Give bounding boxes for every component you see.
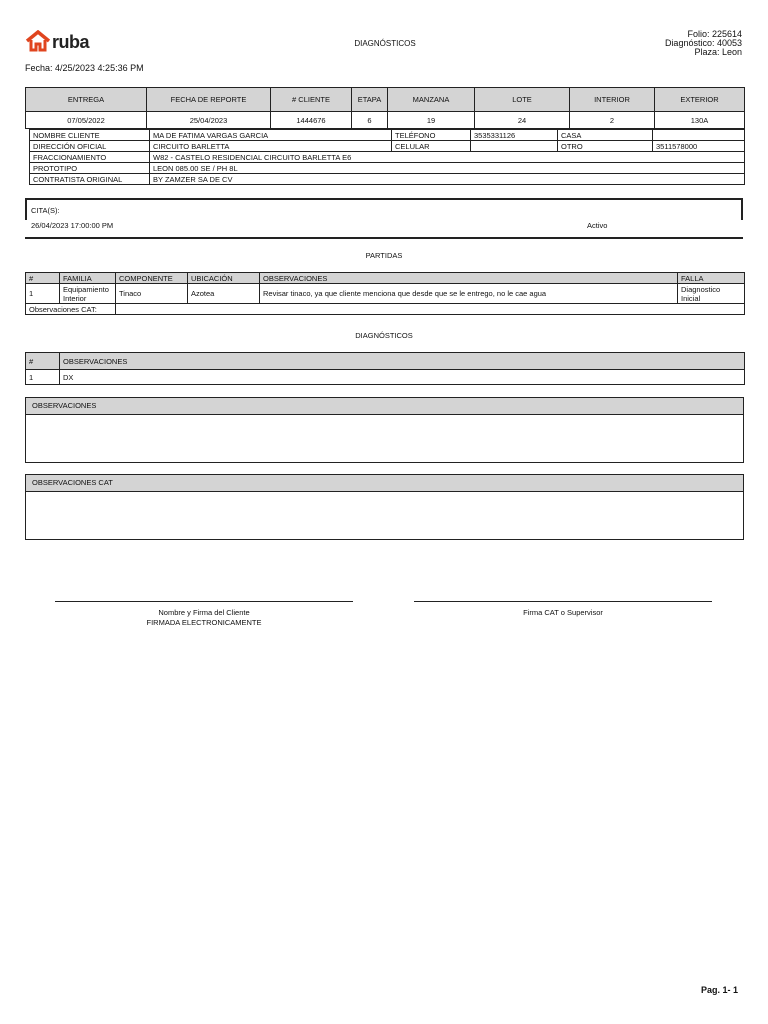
header-fecha-reporte: FECHA DE REPORTE — [147, 88, 271, 112]
client-info-table — [29, 129, 745, 185]
value-cliente: 1444676 — [271, 112, 352, 129]
header-manzana: MANZANA — [388, 88, 475, 112]
client-signature-label: Nombre y Firma del Cliente — [158, 608, 250, 617]
brand-name: ruba — [52, 32, 90, 52]
partidas-row-observaciones: Revisar tinaco, ya que cliente menciona que desde que se le entrego, no le cae agua — [260, 284, 678, 304]
value-telefono: 3535331126 — [471, 130, 558, 141]
client-signature-subtitle: FIRMADA ELECTRONICAMENTE — [146, 618, 262, 627]
partidas-obs-cat-label: Observaciones CAT: — [26, 304, 116, 315]
partidas-header-observaciones: OBSERVACIONES — [260, 273, 678, 284]
diagnosticos-row-num: 1 — [26, 370, 60, 385]
partidas-row-falla: Diagnostico Inicial — [678, 284, 745, 304]
label-direccion: DIRECCIÓN OFICIAL — [30, 141, 150, 152]
label-telefono: TELÉFONO — [392, 130, 471, 141]
ruba-logo — [25, 30, 105, 54]
value-casa — [653, 130, 745, 141]
partidas-header-ubicacion: UBICACIÓN — [188, 273, 260, 284]
observaciones-box — [25, 397, 744, 463]
cita-label: CITA(S): — [31, 206, 60, 215]
diagnosticos-row-obs: DX — [60, 370, 745, 385]
document-title: DIAGNÓSTICOS — [354, 39, 416, 48]
header-cliente: # CLIENTE — [271, 88, 352, 112]
value-direccion: CIRCUITO BARLETTA — [150, 141, 392, 152]
value-entrega: 07/05/2022 — [26, 112, 147, 129]
cita-section — [25, 198, 743, 239]
house-icon — [25, 30, 51, 52]
header-lote: LOTE — [475, 88, 570, 112]
page-number: Pag. 1- 1 — [700, 985, 738, 995]
diagnosticos-table — [25, 352, 745, 385]
partidas-header-familia: FAMILIA — [60, 273, 116, 284]
client-signature-line — [55, 601, 353, 602]
report-date: Fecha: 4/25/2023 4:25:36 PM — [25, 63, 144, 73]
partidas-row-ubicacion: Azotea — [188, 284, 260, 304]
partidas-row-componente: Tinaco — [116, 284, 188, 304]
value-etapa: 6 — [352, 112, 388, 129]
label-otro: OTRO — [558, 141, 653, 152]
value-fraccionamiento: W82 - CASTELO RESIDENCIAL CIRCUITO BARLETTA E6 — [150, 152, 745, 163]
partidas-row-num: 1 — [26, 284, 60, 304]
partidas-table — [25, 272, 745, 315]
observaciones-cat-label: OBSERVACIONES CAT — [26, 475, 743, 492]
cita-datetime: 26/04/2023 17:00:00 PM — [31, 221, 114, 230]
header-exterior: EXTERIOR — [655, 88, 745, 112]
partidas-header-componente: COMPONENTE — [116, 273, 188, 284]
diagnosticos-header-num: # — [26, 353, 60, 370]
partidas-header-falla: FALLA — [678, 273, 745, 284]
partidas-title: PARTIDAS — [365, 251, 403, 260]
plaza: Plaza: Leon — [694, 47, 742, 57]
value-nombre-cliente: MA DE FATIMA VARGAS GARCIA — [150, 130, 392, 141]
cat-signature-label: Firma CAT o Supervisor — [523, 608, 603, 617]
value-contratista: BY ZAMZER SA DE CV — [150, 174, 745, 185]
label-fraccionamiento: FRACCIONAMIENTO — [30, 152, 150, 163]
cita-status: Activo — [587, 221, 608, 230]
observaciones-label: OBSERVACIONES — [26, 398, 743, 415]
value-otro: 3511578000 — [653, 141, 745, 152]
value-fecha-reporte: 25/04/2023 — [147, 112, 271, 129]
header-interior: INTERIOR — [570, 88, 655, 112]
diagnostico-number: Diagnóstico: 40053 — [664, 38, 742, 48]
value-interior: 2 — [570, 112, 655, 129]
value-exterior: 130A — [655, 112, 745, 129]
label-prototipo: PROTOTIPO — [30, 163, 150, 174]
header-entrega: ENTREGA — [26, 88, 147, 112]
label-celular: CELULAR — [392, 141, 471, 152]
summary-table — [25, 87, 745, 129]
diagnosticos-title: DIAGNÓSTICOS — [355, 331, 413, 340]
value-manzana: 19 — [388, 112, 475, 129]
diagnosticos-header-obs: OBSERVACIONES — [60, 353, 745, 370]
partidas-header-num: # — [26, 273, 60, 284]
header-etapa: ETAPA — [352, 88, 388, 112]
label-casa: CASA — [558, 130, 653, 141]
partidas-row-familia: Equipamiento Interior — [60, 284, 116, 304]
observaciones-cat-box — [25, 474, 744, 540]
folio: Folio: 225614 — [687, 29, 742, 39]
label-nombre-cliente: NOMBRE CLIENTE — [30, 130, 150, 141]
cat-signature-line — [414, 601, 712, 602]
value-celular — [471, 141, 558, 152]
value-prototipo: LEON 085.00 SE / PH 8L — [150, 163, 745, 174]
partidas-obs-cat-value — [116, 304, 745, 315]
value-lote: 24 — [475, 112, 570, 129]
label-contratista: CONTRATISTA ORIGINAL — [30, 174, 150, 185]
